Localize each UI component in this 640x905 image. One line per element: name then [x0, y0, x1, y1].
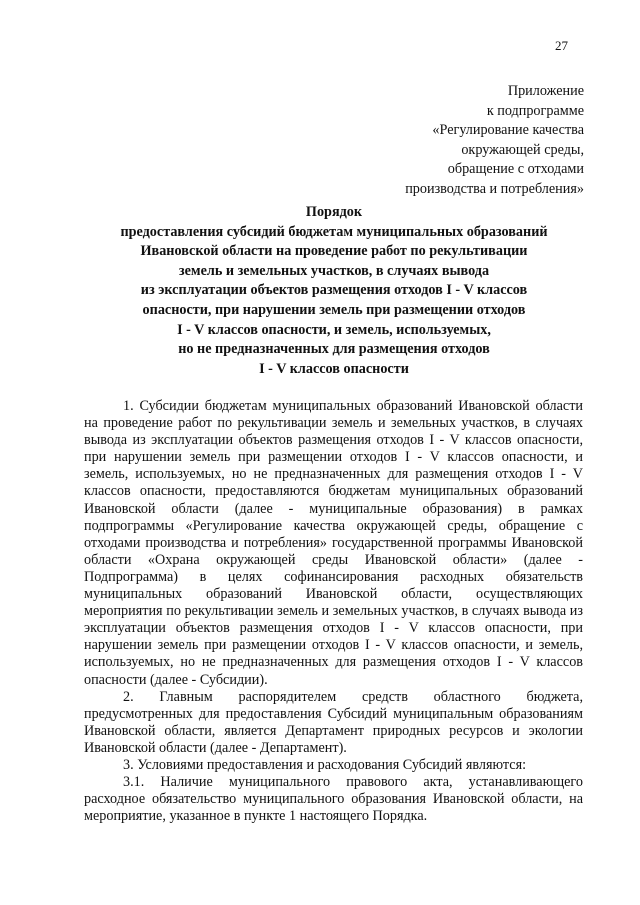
- appendix-line: «Регулирование качества: [432, 122, 584, 139]
- appendix-line: производства и потребления»: [405, 180, 584, 197]
- appendix-line: к подпрограмме: [486, 102, 584, 119]
- paragraph-3: 3. Условиями предоставления и расходования Субсидий являются:: [123, 756, 527, 773]
- paragraph-2: 2. Главным распорядителем средств областного бюджета, предусмотренных для предоставления Субсидий муниципальным образованиям Ивановской области, является Департамент природных ресурсов и экологии Ивановской области (далее - Департамент).: [84, 688, 583, 756]
- title-line: из эксплуатации объектов размещения отходов I - V классов: [140, 282, 528, 299]
- appendix-line: окружающей среды,: [461, 141, 584, 158]
- paragraph-1: 1. Субсидии бюджетам муниципальных образований Ивановской области на проведение работ по рекультивации земель и земельных участков, в случаях вывода из эксплуатации объектов размещения отходов I - V классов опасности, при нарушении земель при размещении отходов I - V классов опасности, и земель, используемых, но не предназначенных для размещения отходов I - V классов опасности, предоставляются бюджетам муниципальных образований Ивановской области (далее - муниципальные образования) в рамках подпрограммы «Регулирование качества окружающей среды, обращение с отходами производства и потребления» государственной программы Ивановской области «Охрана окружающей среды Ивановской области» (далее - Подпрограмма) в целях софинансирования расходных обязательств муниципальных образований Ивановской области, осуществляющих мероприятия по рекультивации земель и земельных участков, в случаях вывода из эксплуатации объектов размещения отходов I - V классов опасности, при нарушении земель при размещении отходов I - V классов опасности, и земель, используемых, но не предназначенных для размещения отходов I - V классов опасности (далее - Субсидии).: [84, 398, 583, 688]
- appendix-line: Приложение: [507, 83, 584, 99]
- document-body: [84, 398, 583, 825]
- appendix-header: [284, 82, 584, 200]
- paragraph-3-1: 3.1. Наличие муниципального правового акта, устанавливающего расходное обязательство муниципального образования Ивановской области, на мероприятие, указанное в пункте 1 настоящего Порядка.: [84, 774, 583, 825]
- document-title: [60, 203, 608, 379]
- title-line: опасности, при нарушении земель при размещении отходов: [142, 301, 526, 318]
- appendix-line: обращение с отходами: [447, 161, 584, 178]
- title-line: Порядок: [305, 204, 363, 220]
- title-line: Ивановской области на проведение работ по рекультивации: [140, 243, 528, 260]
- title-line: I - V классов опасности, и земель, используемых,: [177, 321, 491, 338]
- title-line: I - V классов опасности: [259, 360, 409, 377]
- title-line: но не предназначенных для размещения отходов: [178, 341, 490, 358]
- title-line: предоставления субсидий бюджетам муниципальных образований: [120, 223, 548, 240]
- title-line: земель и земельных участков, в случаях вывода: [178, 262, 490, 279]
- page-number: 27: [555, 38, 568, 53]
